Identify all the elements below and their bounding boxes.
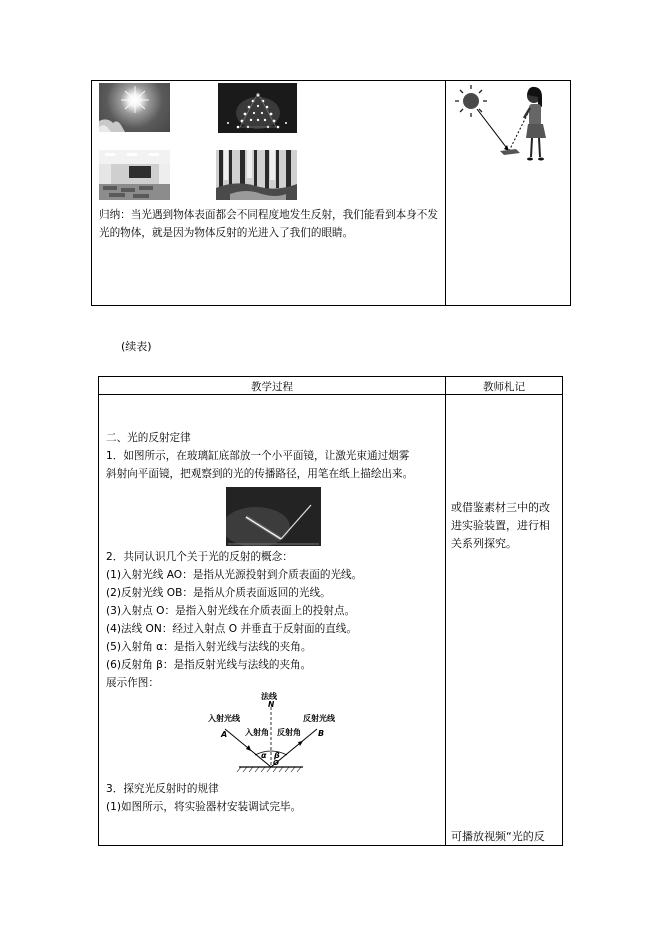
concept-1: (1)入射光线 AO：是指从光源投射到介质表面的光线。 — [106, 569, 363, 581]
step3-item1: (1)如图所示，将实验器材安装调试完毕。 — [106, 801, 302, 813]
column-divider — [445, 81, 446, 305]
section-title: 二、光的反射定律 — [106, 432, 191, 444]
point-o-label: O — [273, 759, 279, 767]
alpha-label: α — [261, 751, 267, 760]
main-table — [98, 376, 563, 846]
teacher-note-1-line3: 关系列探究。 — [451, 537, 517, 550]
reflection-illustration — [454, 83, 569, 165]
reflection-law-diagram — [203, 693, 353, 775]
column-divider — [445, 377, 446, 845]
teacher-note-1-line2: 进实验装置，进行相 — [451, 519, 550, 532]
teacher-note-2: 可播放视频“光的反 — [451, 830, 545, 843]
christmas-tree-lights-photo — [218, 83, 297, 133]
concept-2: (2)反射光线 OB：是指从介质表面返回的光线。 — [106, 587, 331, 599]
normal-label: 法线 — [261, 692, 277, 701]
reflected-ray-label: 反射光线 — [303, 714, 335, 723]
forest-photo — [216, 150, 297, 200]
sun-icon — [455, 85, 487, 117]
n-label: N — [268, 700, 275, 709]
step1-line1: 1．如图所示，在玻璃缸底部放一个小平面镜，让激光束通过烟雾 — [106, 450, 410, 462]
reflection-angle-label: 反射角 — [277, 728, 301, 737]
header-teaching-process: 教学过程 — [251, 381, 293, 393]
show-diagram-label: 展示作图： — [106, 677, 159, 689]
continued-label: (续表) — [121, 340, 152, 353]
girl-figure — [524, 87, 546, 161]
point-b-label: B — [318, 729, 325, 738]
laser-reflection-photo — [226, 487, 321, 546]
teacher-note-1-line1: 或借鉴素材三中的改 — [451, 501, 550, 514]
concept-6: (6)反射角 β：是指反射光线与法线的夹角。 — [106, 659, 312, 671]
classroom-photo — [99, 150, 170, 200]
step3-title: 3．探究光反射时的规律 — [106, 783, 219, 795]
concept-5: (5)入射角 α：是指入射光线与法线的夹角。 — [106, 641, 312, 653]
incident-ray-label: 入射光线 — [208, 714, 240, 723]
incidence-angle-label: 入射角 — [245, 728, 269, 737]
conclusion-text: 归纳：当光遇到物体表面都会不同程度地发生反射，我们能看到本身不发光的物体，就是因为物体反射的光进入了我们的眼睛。 — [99, 209, 438, 239]
step2-title: 2．共同认识几个关于光的反射的概念： — [106, 551, 293, 563]
header-teacher-notes: 教师札记 — [483, 381, 525, 393]
point-a-label: A — [221, 730, 228, 739]
header-divider — [99, 394, 562, 395]
concept-3: (3)入射点 O：是指入射光线在介质表面上的投射点。 — [106, 605, 356, 617]
top-table — [91, 80, 571, 306]
concept-4: (4)法线 ON：经过入射点 O 并垂直于反射面的直线。 — [106, 623, 357, 635]
beta-label: β — [274, 751, 280, 760]
sun-photo — [99, 83, 170, 132]
step1-line2: 斜射向平面镜，把观察到的光的传播路径，用笔在纸上描绘出来。 — [106, 468, 414, 480]
